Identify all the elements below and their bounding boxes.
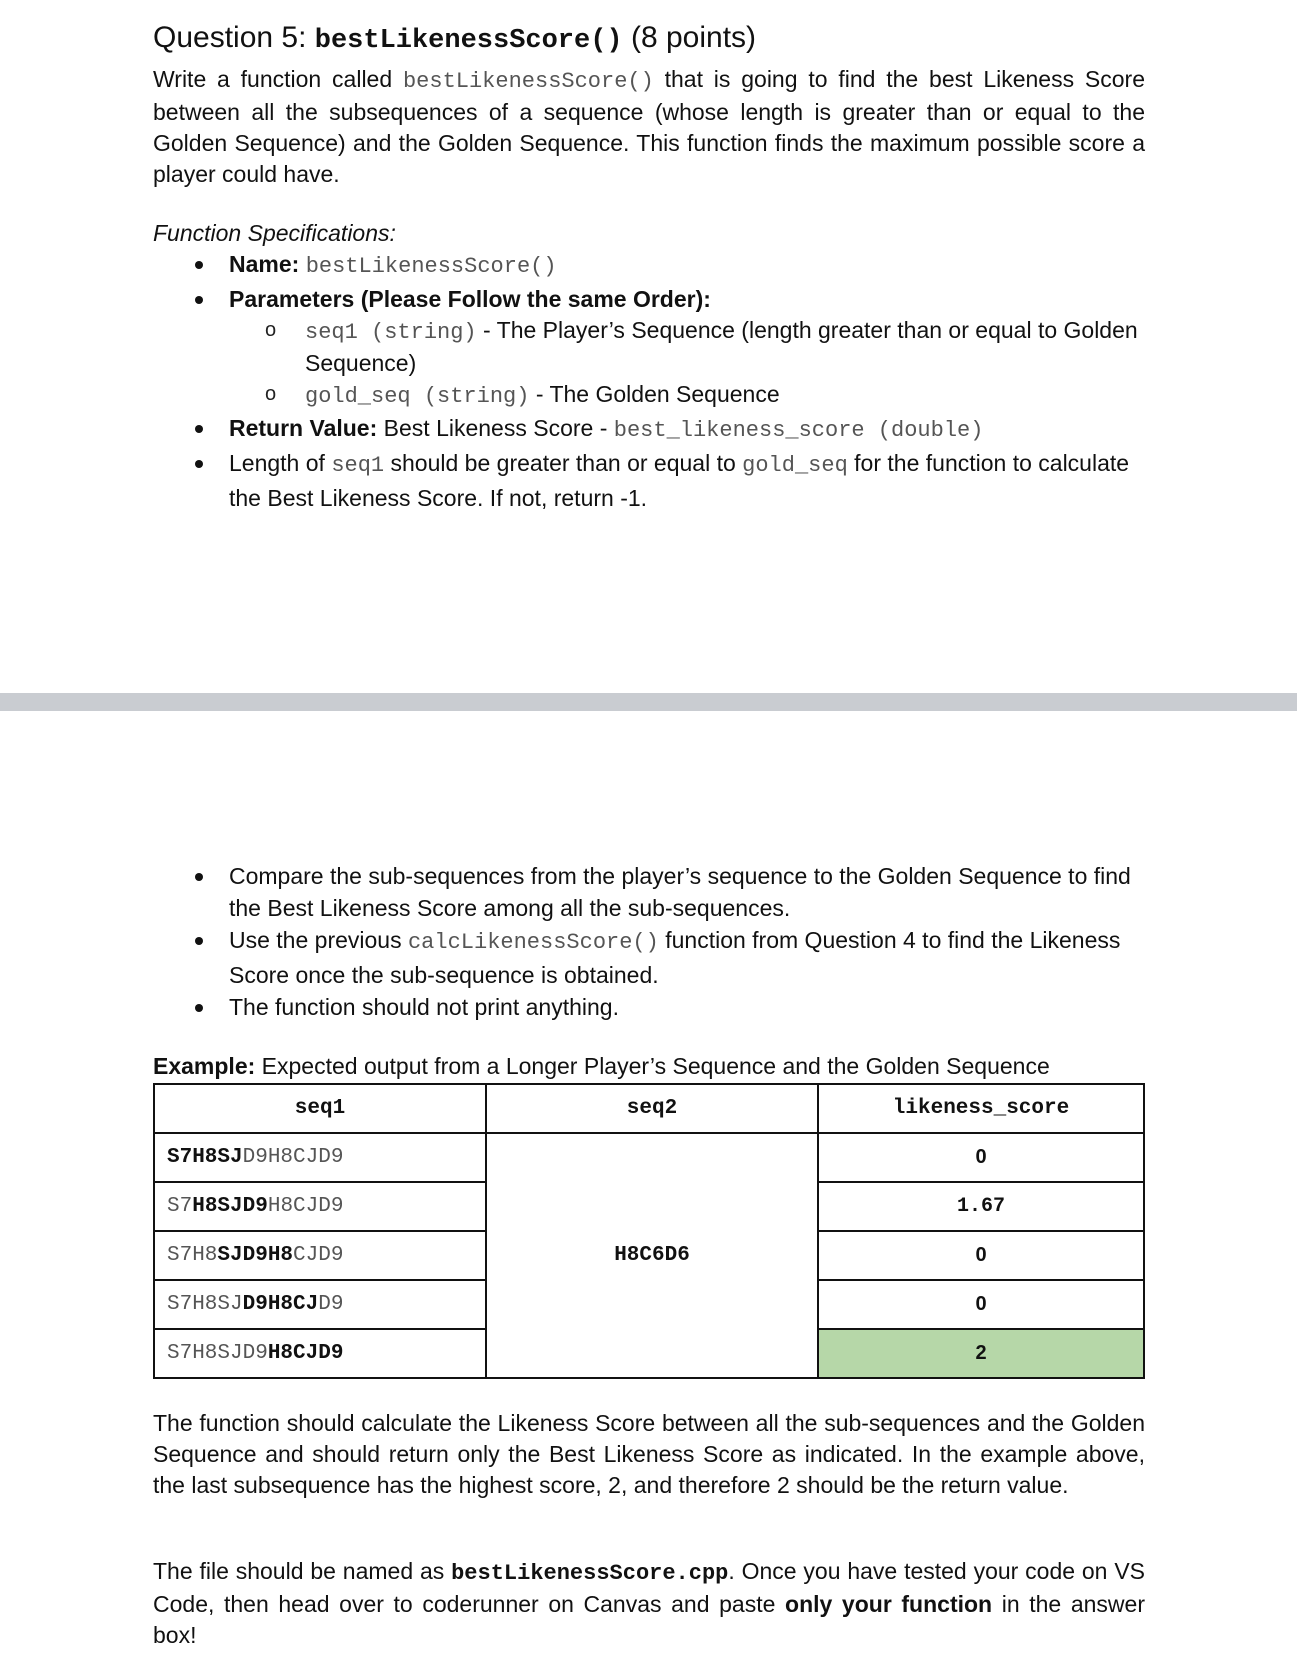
seq1-cell: S7H8SJD9H8CJD9: [154, 1182, 486, 1231]
seq1-cell: S7H8SJD9H8CJD9: [154, 1280, 486, 1329]
note-compare: Compare the sub-sequences from the player’s sequence to the Golden Sequence to find the Best Likeness Score among all the sub-sequences.: [153, 860, 1145, 924]
score-cell: 0: [818, 1133, 1144, 1182]
params-list: [229, 315, 1145, 412]
score-cell: 0: [818, 1280, 1144, 1329]
note-no-print: The function should not print anything.: [153, 991, 1145, 1023]
page-break-divider: [0, 693, 1297, 711]
title-points: (8 points): [622, 21, 757, 54]
title-function: bestLikenessScore(): [314, 26, 623, 56]
param-seq1: o seq1 (string) - The Player’s Sequence (length greater than or equal to Golden Sequence): [229, 315, 1145, 379]
page-title: [153, 20, 1145, 59]
notes-list: [153, 860, 1145, 1023]
seq1-cell: S7H8SJD9H8CJD9: [154, 1133, 486, 1182]
spec-return-value: Return Value: Best Likeness Score - best_likeness_score (double): [153, 412, 1145, 447]
score-cell: 1.67: [818, 1182, 1144, 1231]
header-seq2: seq2: [486, 1084, 818, 1133]
seq1-cell: S7H8SJD9H8CJD9: [154, 1329, 486, 1378]
spec-length-rule: Length of seq1 should be greater than or equal to gold_seq for the function to calculate the Best Likeness Score. If not, return -1.: [153, 447, 1145, 514]
seq2-cell: H8C6D6: [486, 1133, 818, 1378]
header-likeness-score: likeness_score: [818, 1084, 1144, 1133]
submission-paragraph: The file should be named as bestLikenessScore.cpp. Once you have tested your code on VS Code, then head over to coderunner on Canvas and paste only your function in the answer box!: [153, 1558, 1145, 1648]
explanation-paragraph: The function should calculate the Likeness Score between all the sub-sequences and the Golden Sequence and should return only the Best Likeness Score as indicated. In the example above, the last subsequence has the highest score, 2, and therefore 2 should be the return value.: [153, 1410, 1145, 1498]
title-prefix: Question 5:: [153, 21, 315, 54]
note-use-previous: Use the previous calcLikenessScore() function from Question 4 to find the Likeness Score once the sub-sequence is obtained.: [153, 924, 1145, 991]
specs-title: Function Specifications:: [153, 220, 396, 246]
best-score-cell: 2: [818, 1329, 1144, 1378]
specs-list: [153, 248, 1145, 514]
table-row: [154, 1133, 1144, 1182]
header-seq1: seq1: [154, 1084, 486, 1133]
score-cell: 0: [818, 1231, 1144, 1280]
spec-name: Name: bestLikenessScore(): [153, 248, 1145, 283]
filename-code: bestLikenessScore.cpp: [451, 1561, 729, 1586]
seq1-cell: S7H8SJD9H8CJD9: [154, 1231, 486, 1280]
example-table: [153, 1083, 1145, 1379]
example-caption: Example: Expected output from a Longer Player’s Sequence and the Golden Sequence: [153, 1053, 1050, 1079]
param-gold-seq: o gold_seq (string) - The Golden Sequence: [229, 379, 1145, 412]
spec-parameters: Parameters (Please Follow the same Order): o seq1 (string) - The Player’s Sequence (length greater than or equal to Golden Sequence) o gold_seq (string) - The Golden Sequence: [153, 283, 1145, 412]
intro-paragraph: Write a function called bestLikenessScore() that is going to find the best Likeness Score between all the subsequences of a sequence (whose length is greater than or equal to the Golden Sequence) and the Golden Sequence. This function finds the maximum possible score a player could have.: [153, 66, 1145, 187]
intro-function-code: bestLikenessScore(): [402, 69, 654, 94]
table-header-row: [154, 1084, 1144, 1133]
